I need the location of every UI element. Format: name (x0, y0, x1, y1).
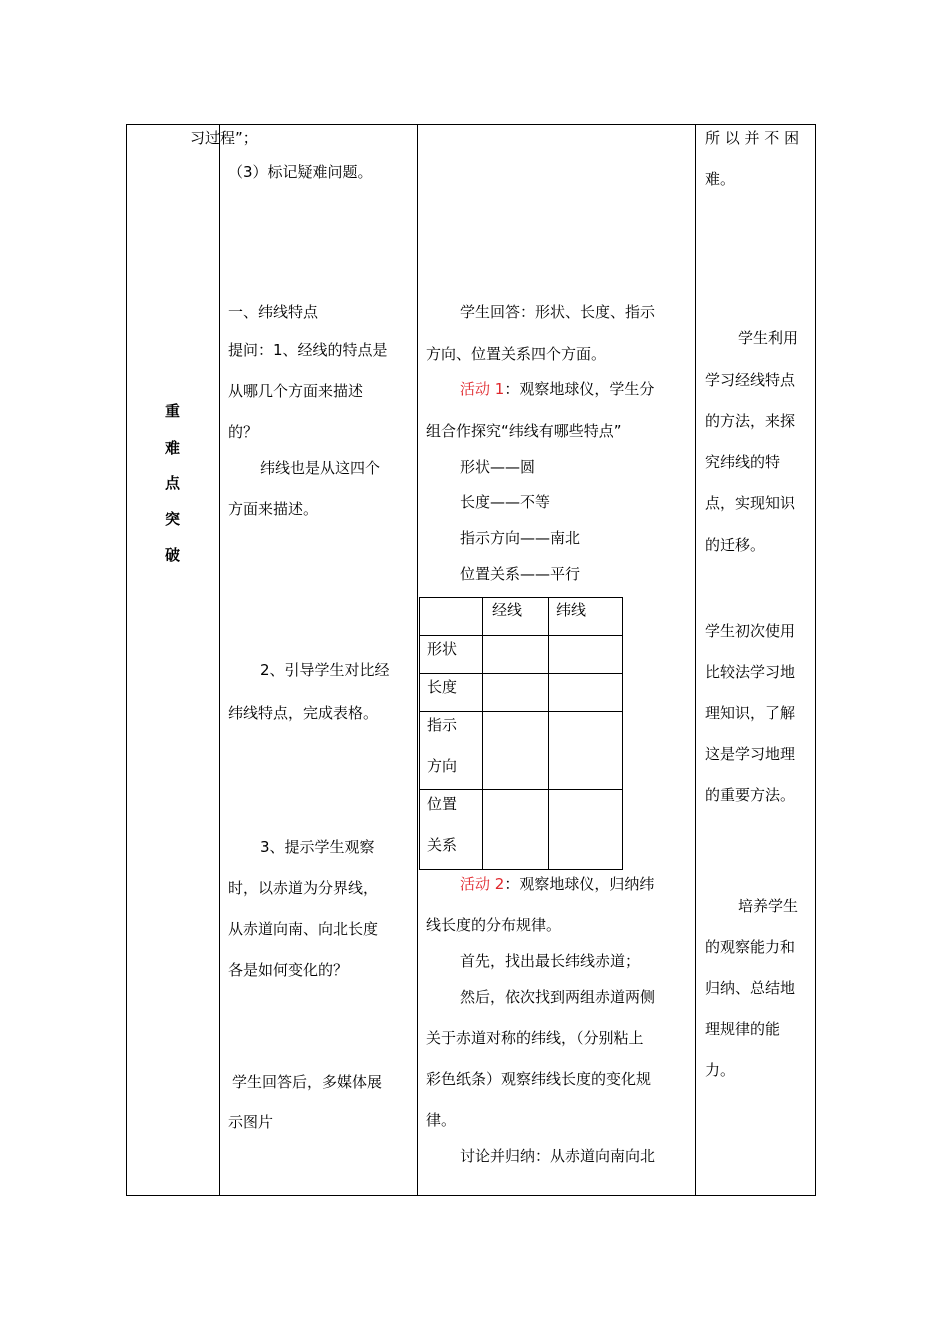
text-line: 归纳、总结地 (705, 979, 796, 997)
compare-table-line (419, 597, 623, 598)
activity-2-label: 活动 2 (460, 875, 505, 893)
compare-table-line (419, 673, 623, 674)
text-line: 位置关系——平行 (460, 565, 581, 583)
compare-table-line (419, 597, 420, 870)
text-line: 的观察能力和 (705, 938, 796, 956)
text-line: 培养学生 (738, 897, 799, 915)
column-divider-2 (417, 124, 418, 1196)
compare-header-parallel: 纬线 (556, 601, 587, 619)
text-line: 方向、位置关系四个方面。 (426, 345, 607, 363)
text-line: 究纬线的特 (705, 453, 781, 471)
compare-table-line (419, 711, 623, 712)
table-left-border (126, 124, 127, 1196)
compare-table-line (419, 635, 623, 636)
text-line: 彩色纸条）观察纬线长度的变化规 (426, 1070, 652, 1088)
compare-table-line (548, 597, 549, 870)
text-line: 提问：1、经线的特点是 (228, 341, 388, 359)
text-line: 学生初次使用 (705, 622, 796, 640)
table-bottom-border (126, 1195, 816, 1196)
text-line: 讨论并归纳：从赤道向南向北 (460, 1147, 656, 1165)
text-line: 一、纬线特点 (228, 303, 319, 321)
text-line: 学习经线特点 (705, 371, 796, 389)
text-line: 组合作探究“纬线有哪些特点” (426, 422, 622, 440)
activity-1-label: 活动 1 (460, 380, 505, 398)
text-line: 方面来描述。 (228, 500, 319, 518)
text-line: 难。 (705, 170, 736, 188)
text-line: 首先，找出最长纬线赤道； (460, 952, 641, 970)
text-line: 律。 (426, 1111, 457, 1129)
text-line: 关于赤道对称的纬线，（分别粘上 (426, 1029, 644, 1047)
compare-row-label: 指示 (427, 716, 458, 734)
section-label-char: 重 (165, 402, 181, 420)
text-line: 指示方向——南北 (460, 529, 581, 547)
text-line: 的方法，来探 (705, 412, 796, 430)
text-line: 这是学习地理 (705, 745, 796, 763)
compare-row-label: 方向 (427, 757, 458, 775)
compare-header-meridian: 经线 (492, 601, 523, 619)
compare-table-line (419, 869, 623, 870)
text-line: 纬线也是从这四个 (260, 459, 381, 477)
compare-row-label: 长度 (427, 678, 458, 696)
table-top-border (126, 124, 816, 125)
text-line: 纬线特点，完成表格。 (228, 704, 379, 722)
activity-2-text: ：观察地球仪，归纳纬 (504, 875, 655, 893)
table-right-border (815, 124, 816, 1196)
activity-1-line (460, 382, 654, 397)
compare-table-line (482, 597, 483, 870)
text-line: 的？ (228, 423, 259, 441)
text-line: 各是如何变化的？ (228, 961, 349, 979)
text-line: 点，实现知识 (705, 494, 796, 512)
text-line: 理知识，了解 (705, 704, 796, 722)
text-line: 长度——不等 (460, 493, 551, 511)
text-line: 示图片 (228, 1113, 274, 1131)
text-line: 时，以赤道为分界线， (228, 879, 379, 897)
text-line: 理规律的能 (705, 1020, 781, 1038)
text-line: 从哪几个方面来描述 (228, 382, 364, 400)
text-line: 线长度的分布规律。 (426, 916, 562, 934)
column-divider-1 (219, 124, 220, 1196)
text-line: 3、提示学生观察 (260, 838, 375, 856)
text-line: 学生利用 (738, 329, 799, 347)
section-label-char: 难 (165, 439, 181, 457)
section-label-char: 点 (165, 474, 181, 492)
text-line: 学生回答后，多媒体展 (232, 1073, 383, 1091)
compare-row-label: 关系 (427, 836, 458, 854)
compare-table-line (419, 789, 623, 790)
activity-1-text: ：观察地球仪，学生分 (504, 380, 655, 398)
activity-2-line (460, 877, 654, 892)
text-line: 所 以 并 不 困 (705, 129, 800, 147)
text-line: 的重要方法。 (705, 786, 796, 804)
section-label-char: 破 (165, 546, 181, 564)
text-line: 然后，依次找到两组赤道两侧 (460, 988, 656, 1006)
text-line: 2、引导学生对比经 (260, 661, 390, 679)
text-line: 从赤道向南、向北长度 (228, 920, 379, 938)
text-line: 形状——圆 (460, 458, 536, 476)
text-line: 比较法学习地 (705, 663, 796, 681)
compare-table-line (622, 597, 623, 870)
text-line: 习过程”； (190, 129, 258, 147)
compare-row-label: 形状 (427, 640, 458, 658)
text-line: 学生回答：形状、长度、指示 (460, 303, 656, 321)
text-line: 力。 (705, 1061, 736, 1079)
text-line: 的迁移。 (705, 536, 766, 554)
section-label-char: 突 (165, 510, 181, 528)
compare-row-label: 位置 (427, 795, 458, 813)
text-line: （3）标记疑难问题。 (228, 163, 373, 181)
column-divider-3 (695, 124, 696, 1196)
